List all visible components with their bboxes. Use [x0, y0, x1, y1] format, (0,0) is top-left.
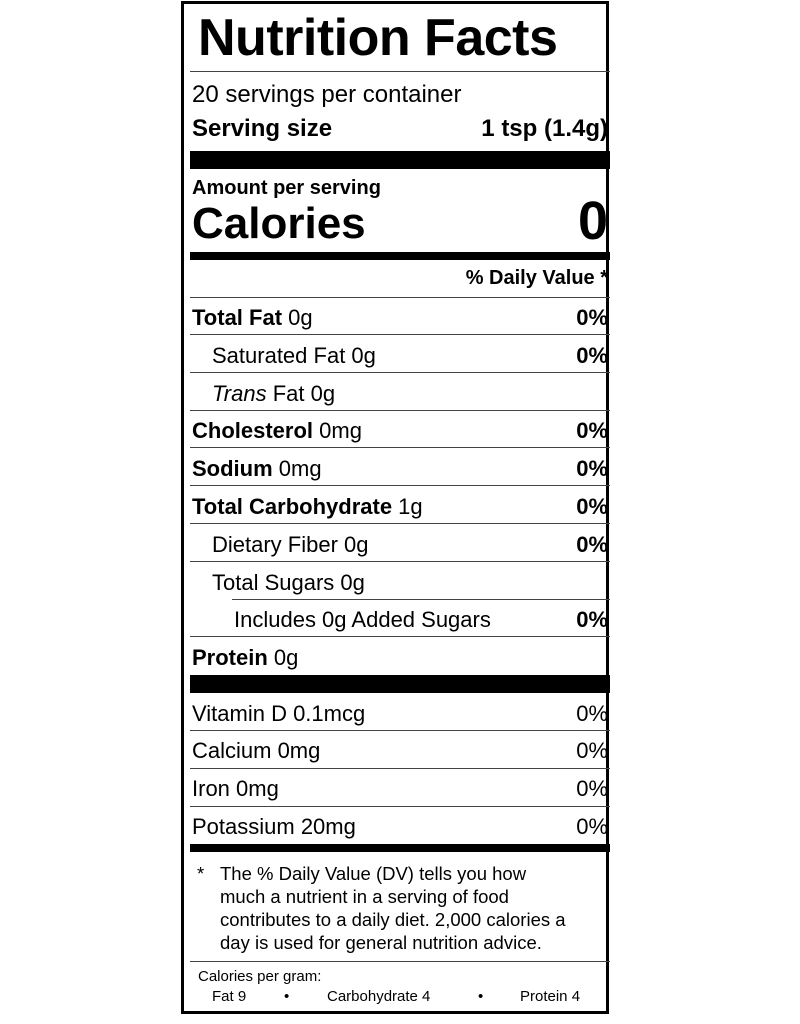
- dv-cholesterol: 0%: [576, 418, 608, 443]
- dv-calcium: 0%: [576, 738, 608, 763]
- nutrient-row-total-carbohydrate: Total Carbohydrate 1g: [192, 494, 423, 519]
- nutrient-row-total-fat: Total Fat 0g: [192, 305, 313, 330]
- divider: [190, 334, 610, 335]
- footnote-star: *: [197, 863, 205, 884]
- divider: [190, 961, 610, 962]
- divider: [190, 523, 610, 524]
- serving-size-value: 1 tsp (1.4g): [481, 115, 608, 142]
- calories-value: 0: [577, 191, 608, 251]
- dv-total-fat: 0%: [576, 305, 608, 330]
- vitamin-row-potassium: Potassium 20mg: [192, 814, 356, 839]
- amount-per-serving: Amount per serving: [192, 177, 381, 199]
- dv-added-sugars: 0%: [576, 607, 608, 632]
- divider: [190, 806, 610, 807]
- nutrient-row-total-sugars: Total Sugars 0g: [212, 570, 365, 595]
- nutrient-row-sodium: Sodium 0mg: [192, 456, 322, 481]
- per-gram-fat: Fat 9: [212, 988, 247, 1005]
- label-title: Nutrition Facts: [198, 9, 558, 67]
- dv-sodium: 0%: [576, 456, 608, 481]
- vitamin-row-vitamin-d: Vitamin D 0.1mcg: [192, 701, 366, 726]
- divider: [190, 297, 610, 298]
- calories-per-gram-label: Calories per gram:: [198, 968, 322, 985]
- dv-vitamin-d: 0%: [576, 701, 608, 726]
- bullet: •: [284, 988, 290, 1005]
- thick-divider: [190, 675, 610, 693]
- divider: [190, 447, 610, 448]
- calories-label: Calories: [192, 199, 366, 248]
- nutrient-row-protein: Protein 0g: [192, 645, 299, 670]
- servings-per-container: 20 servings per container: [192, 81, 462, 108]
- dv-iron: 0%: [576, 776, 608, 801]
- nutrient-row-dietary-fiber: Dietary Fiber 0g: [212, 532, 369, 557]
- daily-value-header: % Daily Value *: [465, 267, 608, 289]
- serving-size-label: Serving size: [192, 115, 333, 142]
- nutrient-row-saturated-fat: Saturated Fat 0g: [212, 343, 376, 368]
- footnote-line-3: contributes to a daily diet. 2,000 calories a: [220, 909, 566, 930]
- dv-dietary-fiber: 0%: [576, 532, 608, 557]
- footnote-line-4: day is used for general nutrition advice.: [220, 932, 542, 953]
- divider: [190, 730, 610, 731]
- thick-divider: [190, 151, 610, 169]
- divider: [190, 561, 610, 562]
- dv-saturated-fat: 0%: [576, 343, 608, 368]
- medium-divider: [190, 844, 610, 852]
- medium-divider: [190, 252, 610, 260]
- dv-total-carbohydrate: 0%: [576, 494, 608, 519]
- divider: [190, 636, 610, 637]
- divider: [190, 768, 610, 769]
- divider: [190, 71, 610, 72]
- divider: [232, 599, 610, 600]
- divider: [190, 372, 610, 373]
- nutrient-row-trans-fat: Trans Fat 0g: [212, 381, 336, 406]
- divider: [190, 410, 610, 411]
- nutrient-row-cholesterol: Cholesterol 0mg: [192, 418, 362, 443]
- footnote-line-2: much a nutrient in a serving of food: [220, 886, 509, 907]
- footnote-line-1: The % Daily Value (DV) tells you how: [220, 863, 527, 884]
- per-gram-protein: Protein 4: [520, 988, 581, 1005]
- divider: [190, 485, 610, 486]
- dv-potassium: 0%: [576, 814, 608, 839]
- per-gram-carbohydrate: Carbohydrate 4: [327, 988, 431, 1005]
- vitamin-row-calcium: Calcium 0mg: [192, 738, 321, 763]
- vitamin-row-iron: Iron 0mg: [192, 776, 279, 801]
- nutrient-row-added-sugars: Includes 0g Added Sugars: [234, 607, 491, 632]
- bullet: •: [478, 988, 484, 1005]
